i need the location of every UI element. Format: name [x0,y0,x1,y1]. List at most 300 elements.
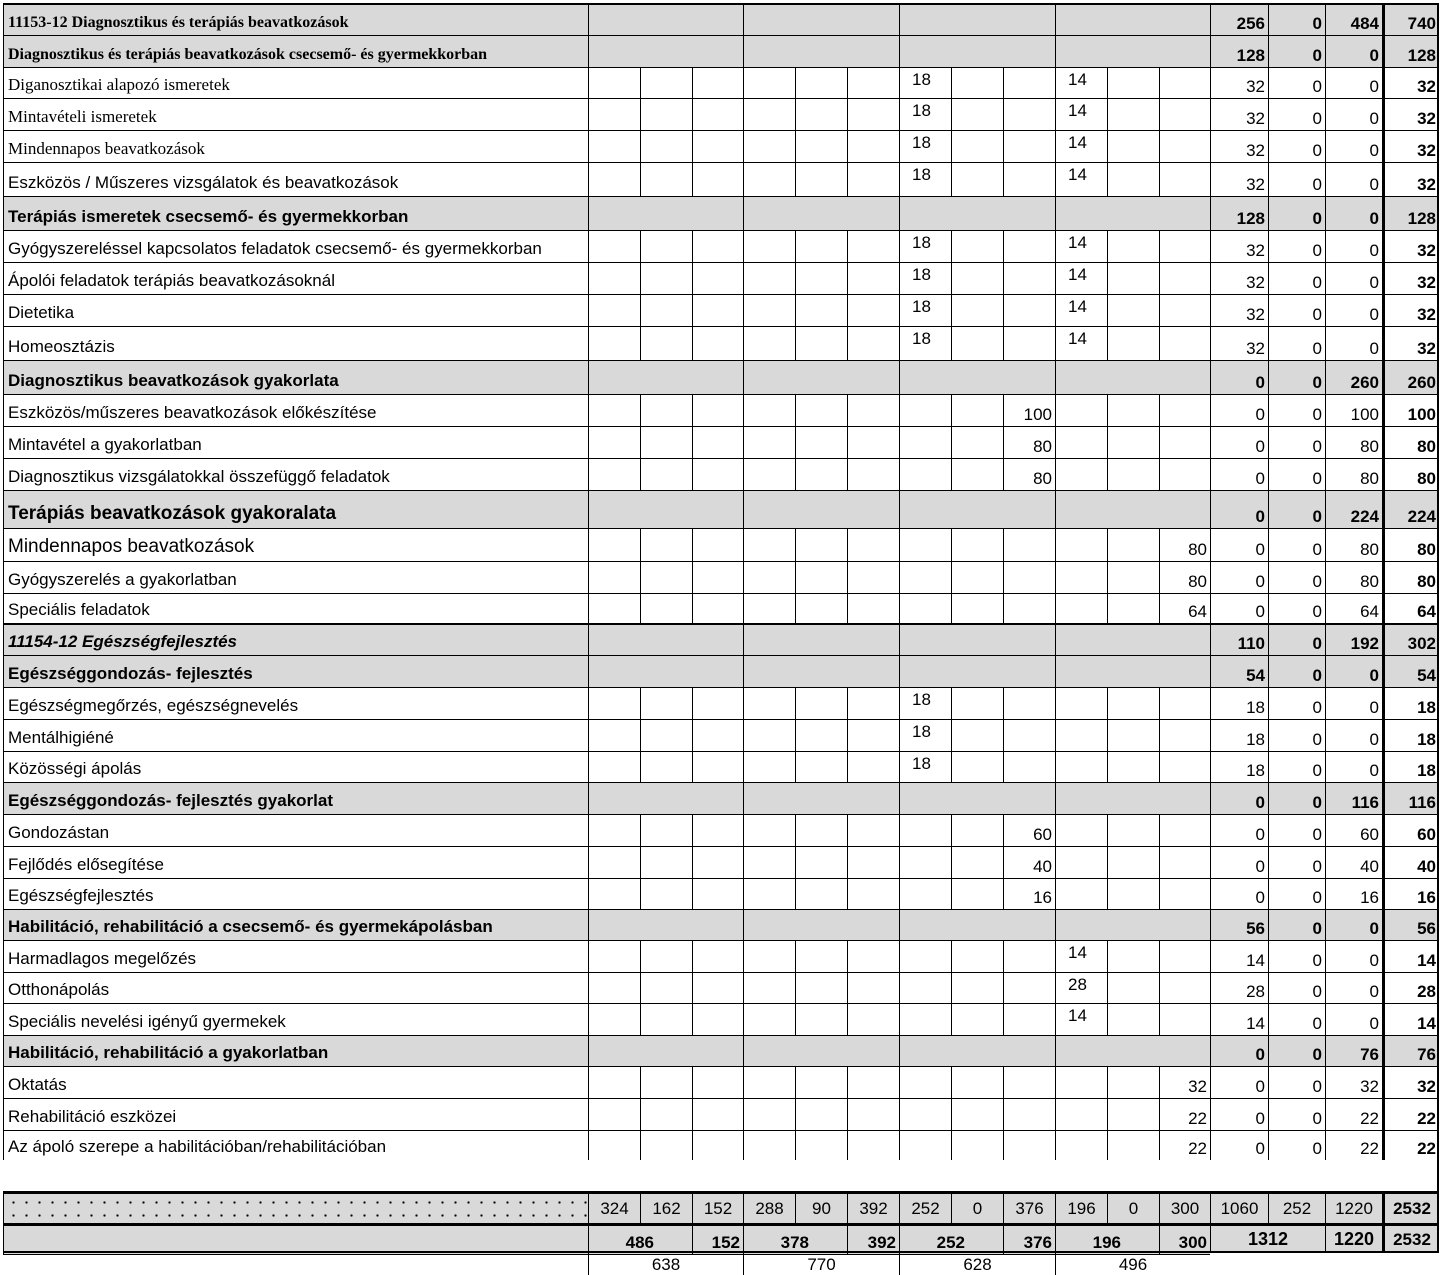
hours-cell [743,1066,795,1098]
hours-cell [1159,130,1210,162]
hours-cell [692,1066,743,1098]
hours-cell: 14 [1055,262,1107,294]
row-total-practice: 0 [1325,940,1382,972]
hours-cell [588,1066,640,1098]
hours-cell: 18 [899,751,951,782]
year-group-block [588,3,743,35]
hours-cell [692,130,743,162]
hours-cell [1107,230,1159,262]
hours-cell [1107,687,1159,719]
pair-total: 152 [692,1223,743,1254]
row-total-extra: 0 [1268,719,1325,751]
row-total-theory: 0 [1210,360,1268,394]
row-total-practice: 0 [1325,294,1382,326]
hours-cell [1055,846,1107,878]
hours-cell [795,1098,847,1130]
section-header-label: Egészséggondozás- fejlesztés [3,655,588,687]
hours-cell [640,130,692,162]
hours-cell [640,878,692,909]
row-total-theory: 0 [1210,426,1268,458]
row-total-all: 32 [1382,294,1439,326]
row-total-practice: 0 [1325,1003,1382,1035]
section-header-label: Egészséggondozás- fejlesztés gyakorlat [3,782,588,814]
row-total-practice: 484 [1325,3,1382,35]
hours-cell [640,1098,692,1130]
hours-cell [951,972,1003,1003]
hours-cell: 18 [899,719,951,751]
hours-cell: 18 [899,326,951,360]
row-total-theory: 128 [1210,35,1268,67]
hours-cell [588,814,640,846]
hours-cell [951,458,1003,490]
hours-cell [1159,458,1210,490]
hours-cell [692,98,743,130]
row-total-practice: 0 [1325,162,1382,196]
hours-cell [1055,426,1107,458]
hours-cell [692,846,743,878]
topic-label: Harmadlagos megelőzés [3,940,588,972]
topic-label: Speciális nevelési igényű gyermekek [3,1003,588,1035]
row-total-theory: 128 [1210,196,1268,230]
hours-cell [847,972,899,1003]
hours-cell [951,687,1003,719]
row-total-practice: 0 [1325,67,1382,98]
hours-cell [1159,394,1210,426]
hours-cell [640,751,692,782]
hours-cell [795,940,847,972]
year-group-block [899,360,1055,394]
row-total-practice: 224 [1325,490,1382,528]
year-group-block [743,360,899,394]
hours-cell [1003,687,1055,719]
row-total-practice: 0 [1325,751,1382,782]
row-total-practice: 22 [1325,1130,1382,1160]
row-total-all: 18 [1382,687,1439,719]
row-total-theory: 18 [1210,751,1268,782]
hours-cell [1055,458,1107,490]
hours-cell [743,458,795,490]
hours-cell: 18 [899,294,951,326]
hours-cell [1003,130,1055,162]
hours-cell [847,458,899,490]
grand-total-all: 2532 [1382,1223,1439,1253]
row-total-theory: 32 [1210,98,1268,130]
row-total-extra: 0 [1268,814,1325,846]
row-total-extra: 0 [1268,655,1325,687]
hours-cell [1055,1066,1107,1098]
hours-cell [692,719,743,751]
year-group-block [588,1035,743,1066]
row-total-all: 14 [1382,1003,1439,1035]
hours-cell [847,1003,899,1035]
hours-cell [1003,561,1055,593]
row-total-theory: 32 [1210,294,1268,326]
hours-cell [1107,98,1159,130]
hours-cell [795,751,847,782]
row-total-practice: 80 [1325,561,1382,593]
hours-cell [1159,426,1210,458]
hours-cell [640,294,692,326]
topic-label: Ápolói feladatok terápiás beavatkozásoknál [3,262,588,294]
hours-cell [1107,162,1159,196]
hours-cell [1107,262,1159,294]
hours-cell [743,67,795,98]
hours-cell: 80 [1159,561,1210,593]
topic-label: Homeosztázis [3,326,588,360]
hours-cell [1107,940,1159,972]
row-total-all: 740 [1382,3,1439,35]
hours-cell [795,130,847,162]
topic-label: Mentálhigiéné [3,719,588,751]
topic-label: Eszközös/műszeres beavatkozások előkészítése [3,394,588,426]
hours-cell: 18 [899,98,951,130]
hours-cell: 18 [899,230,951,262]
column-sum: 288 [743,1191,795,1223]
topic-label: Diagnosztikus vizsgálatokkal összefüggő feladatok [3,458,588,490]
hours-cell [1107,561,1159,593]
hours-cell [795,972,847,1003]
hours-cell: 14 [1055,98,1107,130]
hours-cell [588,972,640,1003]
hours-cell [951,230,1003,262]
year-group-block [743,782,899,814]
hours-cell [692,1098,743,1130]
hours-cell [1003,294,1055,326]
hours-cell [692,561,743,593]
hours-cell [795,528,847,561]
hours-cell [1003,1003,1055,1035]
hours-cell [951,940,1003,972]
year-group-block [899,3,1055,35]
row-total-practice: 22 [1325,1098,1382,1130]
hours-cell [640,561,692,593]
hours-cell [692,1130,743,1160]
hours-cell [588,67,640,98]
hours-cell [1159,972,1210,1003]
hours-cell: 80 [1003,458,1055,490]
hours-cell [743,687,795,719]
hours-cell [795,1003,847,1035]
hours-cell [1159,67,1210,98]
hours-cell [1107,130,1159,162]
hours-cell: 28 [1055,972,1107,1003]
column-grand-total: 2532 [1382,1191,1439,1223]
summary-blank [3,1223,588,1254]
hours-cell [640,593,692,623]
year-group-block [1055,196,1210,230]
year-group-block [899,782,1055,814]
hours-cell [847,1130,899,1160]
row-total-practice: 40 [1325,846,1382,878]
row-total-all: 40 [1382,846,1439,878]
row-total-theory: 32 [1210,230,1268,262]
column-sum: 0 [1107,1191,1159,1223]
hours-cell [588,426,640,458]
hours-cell: 14 [1055,940,1107,972]
hours-cell [847,294,899,326]
hours-cell [1159,230,1210,262]
hours-cell: 18 [899,67,951,98]
hours-cell [640,326,692,360]
hours-cell [640,814,692,846]
row-total-extra: 0 [1268,196,1325,230]
row-total-practice: 0 [1325,687,1382,719]
column-sum: 392 [847,1191,899,1223]
row-total-theory: 0 [1210,846,1268,878]
row-total-practice: 0 [1325,972,1382,1003]
row-total-all: 302 [1382,623,1439,655]
hours-cell [1159,846,1210,878]
hours-cell [1055,528,1107,561]
row-total-practice: 0 [1325,909,1382,940]
row-total-practice: 60 [1325,814,1382,846]
row-total-theory: 14 [1210,940,1268,972]
hours-cell [743,294,795,326]
row-total-extra: 0 [1268,751,1325,782]
hours-cell [951,814,1003,846]
row-total-extra: 0 [1268,846,1325,878]
row-total-extra: 0 [1268,593,1325,623]
section-header-label: 11153-12 Diagnosztikus és terápiás beavatkozások [3,3,588,35]
grand-total-theory: 1312 [1210,1223,1325,1253]
hours-cell [1107,326,1159,360]
hours-cell: 14 [1055,162,1107,196]
row-total-extra: 0 [1268,1098,1325,1130]
hours-cell [588,1098,640,1130]
row-total-practice: 260 [1325,360,1382,394]
row-total-theory: 0 [1210,1098,1268,1130]
hours-cell [692,458,743,490]
hours-cell [951,751,1003,782]
year-group-block [743,196,899,230]
hours-cell [1055,878,1107,909]
row-total-all: 56 [1382,909,1439,940]
row-total-all: 224 [1382,490,1439,528]
row-total-theory: 0 [1210,814,1268,846]
hours-cell [847,528,899,561]
hours-cell [692,940,743,972]
row-total-theory: 256 [1210,3,1268,35]
hours-cell [1107,294,1159,326]
row-total-extra: 0 [1268,972,1325,1003]
row-total-practice: 0 [1325,326,1382,360]
hours-cell [743,814,795,846]
hours-cell [640,1066,692,1098]
hours-cell [640,394,692,426]
hours-cell: 80 [1159,528,1210,561]
hours-cell [588,1130,640,1160]
hours-cell [743,162,795,196]
hours-cell [588,294,640,326]
hours-cell: 14 [1055,130,1107,162]
row-total-practice: 0 [1325,262,1382,294]
row-total-practice: 0 [1325,719,1382,751]
hours-cell: 14 [1055,67,1107,98]
hours-cell [1003,1066,1055,1098]
topic-label: Mintavételi ismeretek [3,98,588,130]
row-total-all: 54 [1382,655,1439,687]
year-group-block [899,196,1055,230]
hours-cell [847,230,899,262]
hours-cell [588,528,640,561]
hours-cell [1107,458,1159,490]
section-header-label: Habilitáció, rehabilitáció a csecsemő- és gyermekápolásban [3,909,588,940]
hours-cell [795,846,847,878]
hours-cell [1107,426,1159,458]
row-total-extra: 0 [1268,1130,1325,1160]
row-total-extra: 0 [1268,458,1325,490]
column-sum: 162 [640,1191,692,1223]
hours-cell [640,1003,692,1035]
row-total-practice: 192 [1325,623,1382,655]
year-group-block [899,490,1055,528]
row-total-all: 22 [1382,1098,1439,1130]
hours-cell: 14 [1055,294,1107,326]
row-total-practice: 64 [1325,593,1382,623]
hours-cell [1159,751,1210,782]
row-total-all: 80 [1382,458,1439,490]
hours-cell [899,394,951,426]
hours-cell: 100 [1003,394,1055,426]
row-total-all: 32 [1382,262,1439,294]
row-total-practice: 80 [1325,528,1382,561]
column-sum: 376 [1003,1191,1055,1223]
hours-cell [743,561,795,593]
row-total-extra: 0 [1268,3,1325,35]
year-group-block [588,360,743,394]
row-total-extra: 0 [1268,426,1325,458]
hours-cell [692,426,743,458]
hours-cell [899,426,951,458]
year-group-block [743,623,899,655]
hours-cell [951,1066,1003,1098]
hours-cell [847,67,899,98]
hours-cell [795,719,847,751]
hours-cell [795,162,847,196]
hours-cell [847,878,899,909]
topic-label: Egészségfejlesztés [3,878,588,909]
topic-label: Az ápoló szerepe a habilitációban/rehabilitációban [3,1130,588,1160]
year-group-block [1055,1035,1210,1066]
year-group-block [743,35,899,67]
hours-cell [692,972,743,1003]
row-total-extra: 0 [1268,230,1325,262]
hours-cell [951,528,1003,561]
hours-cell [640,940,692,972]
hours-cell [743,751,795,782]
column-sum: 152 [692,1191,743,1223]
row-total-theory: 14 [1210,1003,1268,1035]
hours-cell [847,130,899,162]
curriculum-table [3,3,1439,1274]
hours-cell [847,426,899,458]
hours-cell [743,528,795,561]
hours-cell [951,326,1003,360]
hours-cell [743,1098,795,1130]
hours-cell [692,878,743,909]
hours-cell [795,593,847,623]
hours-cell: 16 [1003,878,1055,909]
hours-cell [847,687,899,719]
row-total-theory: 0 [1210,878,1268,909]
row-total-practice: 0 [1325,196,1382,230]
hours-cell [1055,814,1107,846]
row-total-theory: 28 [1210,972,1268,1003]
hours-cell [588,1003,640,1035]
hours-cell [1107,528,1159,561]
section-header-label: Diagnosztikus és terápiás beavatkozások csecsemő- és gyermekkorban [3,35,588,67]
pair-total: 376 [1003,1223,1055,1254]
hours-cell [1055,561,1107,593]
row-total-extra: 0 [1268,394,1325,426]
hours-cell [899,561,951,593]
column-grand-total: 1220 [1325,1191,1382,1223]
hours-cell [1107,394,1159,426]
hours-cell [951,262,1003,294]
hours-cell [743,98,795,130]
hours-cell [899,593,951,623]
row-total-theory: 0 [1210,528,1268,561]
hours-cell [588,846,640,878]
hours-cell: 18 [899,162,951,196]
hours-cell [743,130,795,162]
summary-blank [3,1254,588,1255]
row-total-practice: 0 [1325,98,1382,130]
row-total-extra: 0 [1268,1035,1325,1066]
topic-label: Oktatás [3,1066,588,1098]
hours-cell [1003,67,1055,98]
hours-cell [1055,719,1107,751]
hours-cell [692,326,743,360]
column-sum: 324 [588,1191,640,1223]
hours-cell [640,458,692,490]
hours-cell: 40 [1003,846,1055,878]
hours-cell [588,162,640,196]
row-total-extra: 0 [1268,1066,1325,1098]
hours-cell [640,426,692,458]
hours-cell [951,878,1003,909]
section-header-label: 11154-12 Egészségfejlesztés [3,623,588,655]
hours-cell [1159,98,1210,130]
hours-cell [743,846,795,878]
hours-cell [951,67,1003,98]
year-group-block [1055,623,1210,655]
row-total-theory: 0 [1210,1035,1268,1066]
section-header-label: Diagnosztikus beavatkozások gyakorlata [3,360,588,394]
hours-cell [588,98,640,130]
hours-cell [847,1098,899,1130]
hours-cell: 14 [1055,326,1107,360]
hours-cell [1055,394,1107,426]
hours-cell [588,262,640,294]
hours-cell [847,719,899,751]
hours-cell [1159,814,1210,846]
row-total-practice: 0 [1325,35,1382,67]
hours-cell [1107,67,1159,98]
hours-cell [1159,1003,1210,1035]
row-total-theory: 0 [1210,561,1268,593]
row-total-theory: 56 [1210,909,1268,940]
year-group-block [1055,909,1210,940]
hours-cell [1107,972,1159,1003]
hours-cell [1107,1066,1159,1098]
topic-label: Diganosztikai alapozó ismeretek [3,67,588,98]
hours-cell: 18 [899,130,951,162]
hours-cell [1003,162,1055,196]
hours-cell [743,262,795,294]
pair-total: 300 [1159,1223,1210,1254]
hours-cell [1003,1130,1055,1160]
